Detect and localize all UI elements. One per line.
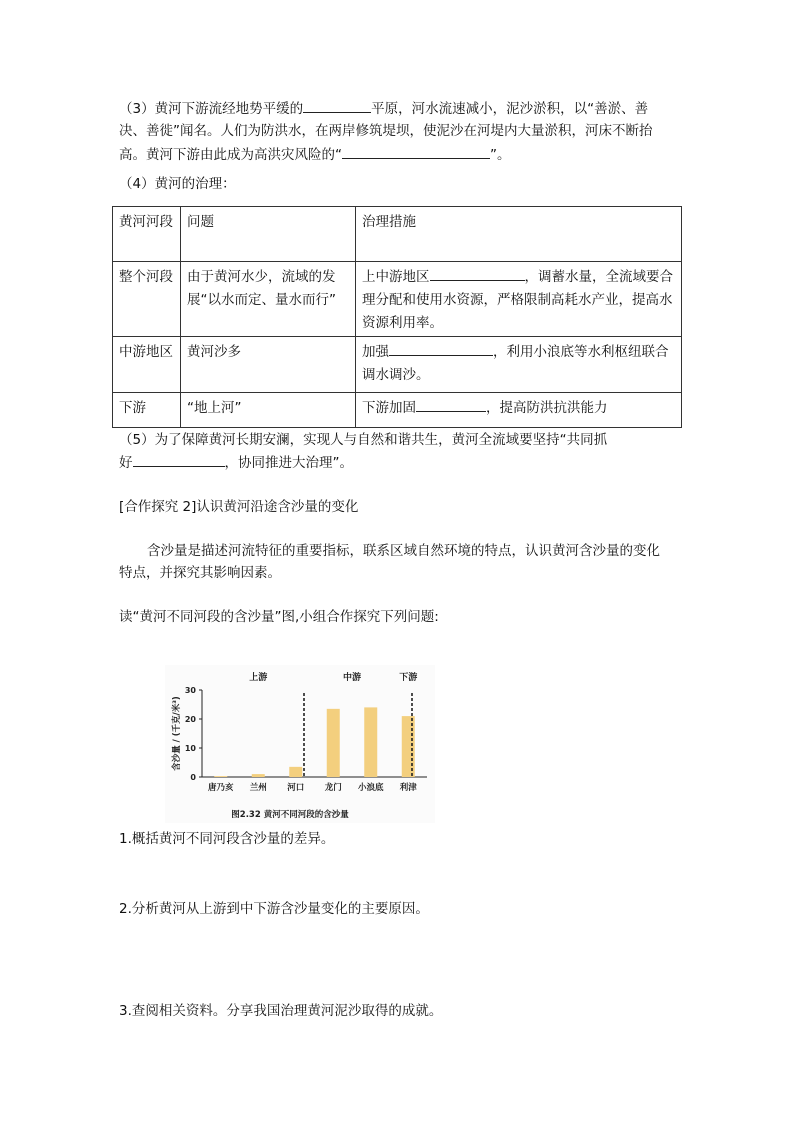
question-3: 3.查阅相关资料。分享我国治理黄河泥沙取得的成就。 [119,1003,443,1019]
header-problem: 问题 [181,207,356,262]
question-1: 1.概括黄河不同河段含沙量的差异。 [119,831,335,847]
category-label: 唐乃亥 [207,783,234,793]
bar-河口 [289,767,302,777]
section5-text-a: 好 [119,455,133,471]
measure-text: ，调蓄水量，全流域要合理分配和使用水资源，严格限制高耗水产业，提高水资源利用率。 [362,269,673,331]
table-row [113,337,682,393]
y-axis-label: 含沙量 / (千克/米³) [172,696,182,771]
row-problem: 黄河沙多 [181,337,356,393]
row-problem: “地上河” [181,393,356,428]
section3-text-a: （3）黄河下游流经地势平缓的 [119,101,304,117]
question-2: 2.分析黄河从上游到中下游含沙量变化的主要原因。 [119,901,429,917]
measure-text: ，利用小浪底等水利枢纽联合调水调沙。 [362,344,669,383]
measure-text: 加强 [362,344,389,360]
explore-para-line2: 特点，并探究其影响因素。 [119,565,281,581]
section3-line2: 决、善徙”闻名。人们为防洪水，在两岸修筑堤坝，使泥沙在河堤内大量淤积，河床不断抬 [119,123,653,139]
measure-blank-2[interactable] [389,341,493,356]
section3-text-d: ”。 [490,147,511,163]
row-measure [356,393,682,428]
region-label: 中游 [342,673,362,683]
row-segment: 整个河段 [113,262,181,337]
row-segment: 下游 [113,393,181,428]
plain-blank[interactable] [303,98,371,113]
cooperation-blank[interactable] [133,452,225,467]
bar-小浪底 [364,707,377,777]
sediment-chart-svg [165,665,435,823]
header-measure: 治理措施 [356,207,682,262]
y-tick-label: 20 [184,715,196,724]
category-label: 河口 [287,783,305,793]
section5-text-b: ，协同推进大治理”。 [224,455,353,471]
row-measure [356,337,682,393]
measure-blank-1[interactable] [430,266,525,281]
section3-text-b: 平原，河水流速减小，泥沙淤积，以“善淤、善 [371,101,649,117]
row-segment: 中游地区 [113,337,181,393]
measure-text: 上中游地区 [362,269,430,285]
category-label: 小浪底 [357,783,384,793]
y-tick-label: 30 [184,686,196,695]
bar-兰州 [252,774,265,777]
category-label: 龙门 [324,783,342,793]
y-tick-label: 0 [190,773,196,782]
section5-line2 [119,452,353,473]
section5-line1: （5）为了保障黄河长期安澜，实现人与自然和谐共生，黄河全流域要坚持“共同抓 [119,432,608,448]
bar-唐乃亥 [214,776,227,777]
y-tick-label: 10 [184,744,196,753]
bar-龙门 [327,709,340,777]
row-problem: 由于黄河水少，流域的发展“以水而定、量水而行” [181,262,356,337]
section3-line3 [119,144,511,165]
category-label: 兰州 [249,783,267,793]
explore-para-line1: 含沙量是描述河流特征的重要指标，联系区域自然环境的特点，认识黄河含沙量的变化 [147,543,660,559]
explore-instruction: 读“黄河不同河段的含沙量”图,小组合作探究下列问题: [119,609,439,625]
table-row [113,393,682,428]
governance-table [112,206,682,428]
chart-caption: 图2.32 黄河不同河段的含沙量 [231,810,349,820]
sediment-chart [165,665,435,823]
measure-blank-3[interactable] [416,397,486,412]
section3-text-c: 高。黄河下游由此成为高洪灾风险的“ [119,147,342,163]
section4-title: （4）黄河的治理： [119,176,236,192]
section3-line1 [119,98,648,119]
category-label: 利津 [399,783,417,793]
explore-heading: [合作探究 2]认识黄河沿途含沙量的变化 [119,499,359,515]
header-segment: 黄河河段 [113,207,181,262]
measure-text: 下游加固 [362,400,416,416]
region-label: 上游 [249,673,268,683]
row-measure [356,262,682,337]
region-label: 下游 [399,673,418,683]
table-header-row [113,207,682,262]
risk-blank[interactable] [342,144,490,159]
measure-text: ，提高防洪抗洪能力 [486,400,608,416]
table-row [113,262,682,337]
